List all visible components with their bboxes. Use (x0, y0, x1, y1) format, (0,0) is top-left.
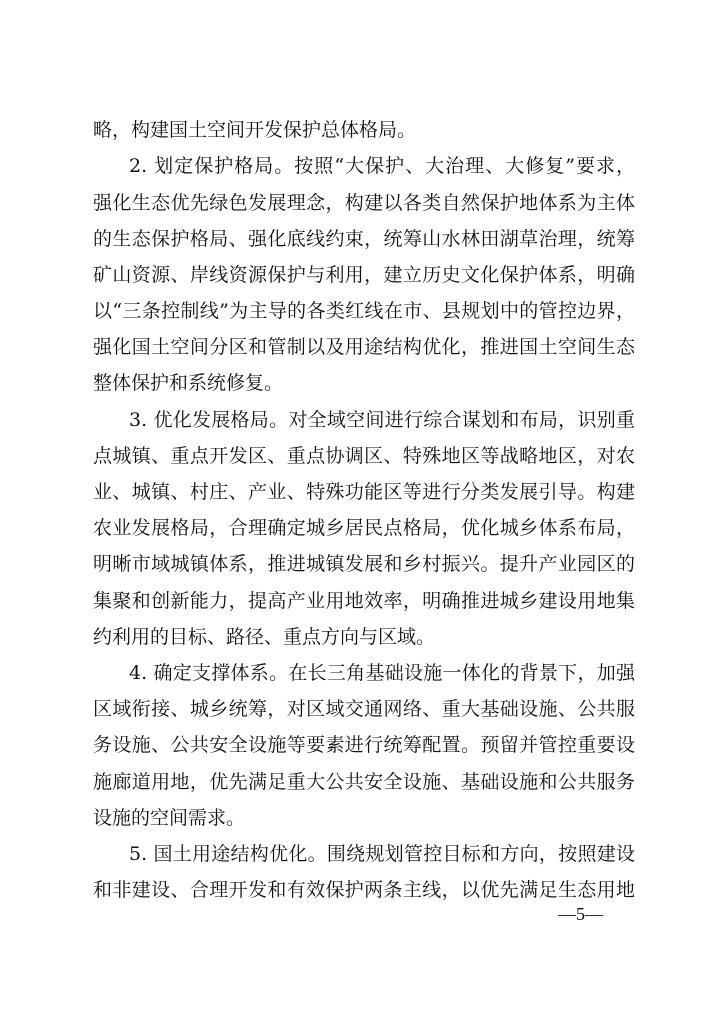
text-line: 务设施、公共安全设施等要素进行统筹配置。预留并管控重要设 (93, 734, 635, 756)
text-line: 整体保护和系统修复。 (93, 372, 284, 394)
text-line: 设施的空间需求。 (93, 807, 246, 829)
text-line: 以“三条控制线”为主导的各类红线在市、县规划中的管控边界， (93, 300, 635, 322)
text-line: 农业发展格局，合理确定城乡居民点格局，优化城乡体系布局， (93, 517, 635, 539)
text-line: 明晰市域城镇体系，推进城镇发展和乡村振兴。提升产业园区的 (93, 553, 635, 575)
text-line: 施廊道用地，优先满足重大公共安全设施、基础设施和公共服务 (93, 771, 635, 793)
text-line: 和非建设、合理开发和有效保护两条主线，以优先满足生态用地 (93, 879, 635, 901)
text-line: 业、城镇、村庄、产业、特殊功能区等进行分类发展引导。构建 (93, 481, 635, 503)
text-line: 5. 国土用途结构优化。围绕规划管控目标和方向，按照建设 (129, 843, 635, 865)
text-line: 3. 优化发展格局。对全域空间进行综合谋划和布局，识别重 (129, 409, 635, 431)
text-line: 2. 划定保护格局。按照“大保护、大治理、大修复”要求， (129, 155, 635, 177)
text-line: 强化国土空间分区和管制以及用途结构优化，推进国土空间生态 (93, 336, 635, 358)
text-line: 略，构建国土空间开发保护总体格局。 (93, 119, 417, 141)
text-line: 的生态保护格局、强化底线约束，统筹山水林田湖草治理，统筹 (93, 228, 635, 250)
text-line: 强化生态优先绿色发展理念，构建以各类自然保护地体系为主体 (93, 192, 635, 214)
text-line: 区域衔接、城乡统筹，对区域交通网络、重大基础设施、公共服 (93, 698, 635, 720)
page-number: —5— (558, 904, 603, 924)
text-line: 矿山资源、岸线资源保护与利用，建立历史文化保护体系，明确 (93, 264, 635, 286)
text-line: 约利用的目标、路径、重点方向与区域。 (93, 626, 436, 648)
text-line: 4. 确定支撑体系。在长三角基础设施一体化的背景下，加强 (129, 662, 635, 684)
text-line: 集聚和创新能力，提高产业用地效率，明确推进城乡建设用地集 (93, 590, 635, 612)
text-line: 点城镇、重点开发区、重点协调区、特殊地区等战略地区，对农 (93, 445, 635, 467)
